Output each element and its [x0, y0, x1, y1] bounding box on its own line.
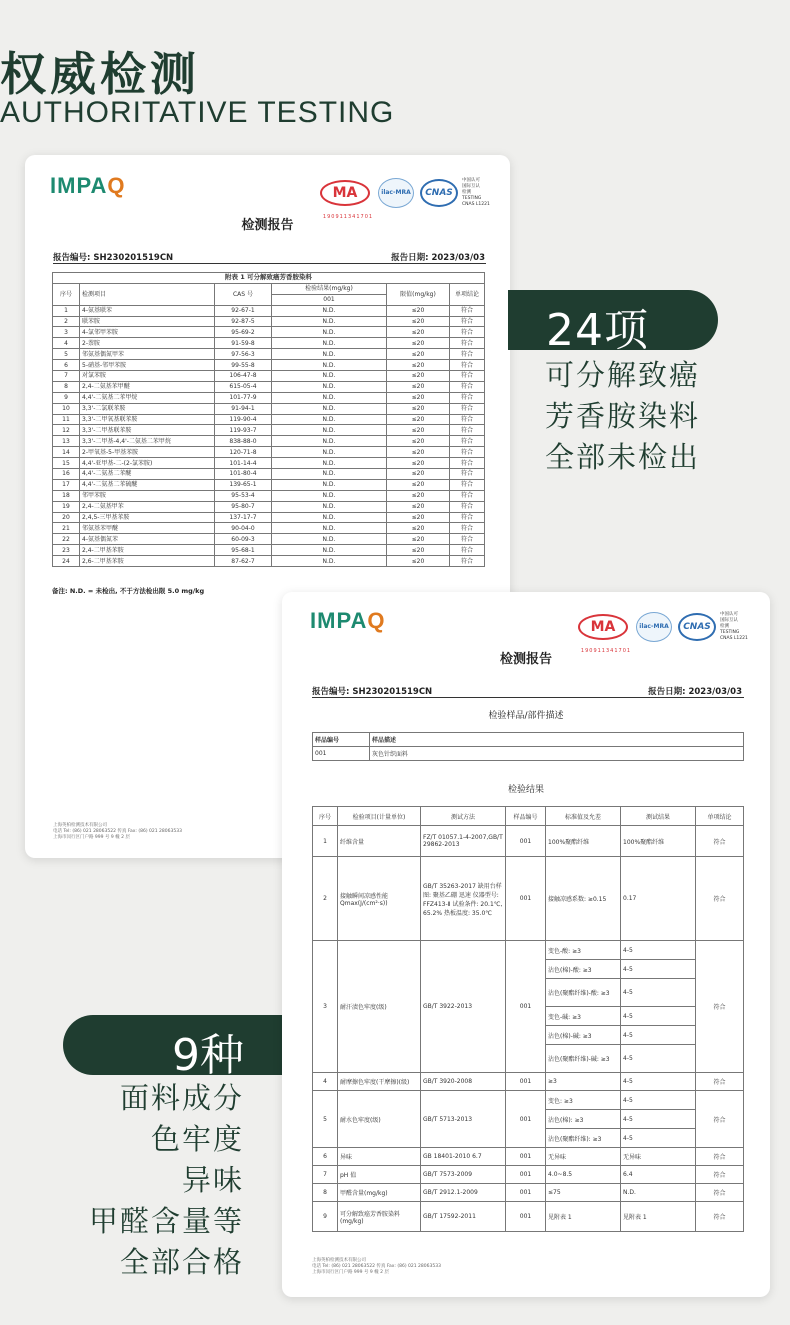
table-row: 8 2,4-二氨基苯甲醚 615-05-4 N.D. ≤20 符合 [53, 381, 485, 392]
table-row: 14 2-甲氧基-5-甲基苯胺 120-71-8 N.D. ≤20 符合 [53, 447, 485, 458]
cnas-text: 中国认可 国际互认 检测 TESTING CNAS L1221 [462, 178, 490, 207]
report-number: 报告编号: SH230201519CN [312, 687, 433, 697]
hero-subtitle: AUTHORITATIVE TESTING [0, 96, 395, 129]
table-row: 12 3,3'-二甲基联苯胺 119-93-7 N.D. ≤20 符合 [53, 425, 485, 436]
table-row: 5 邻氨基偶氮甲苯 97-56-3 N.D. ≤20 符合 [53, 349, 485, 360]
table-row: 22 4-氨基偶氮苯 60-09-3 N.D. ≤20 符合 [53, 534, 485, 545]
result-table: 序号 检验项目(计量单位) 测试方法 样品编号 标准值及允差 测试结果 单项结论 1 纤维含量 FZ/T 01057.1-4-2007,GB/T 29862-2013 001 100%聚酯纤维 100%聚酯纤维 符合 2 接触瞬间凉感性能Qmax(J/(cm²·s)) GB/T 35263-2017 缺用台样图: 聚基乙硼 迅速 仪器型号: FFZ413-Ⅱ 试验条件: 20.1℃, 65.2% 热板温度: 35.0℃ 001 接触凉感系数: ≥0.15 0.17 符合 3 耐汗渍色牢度(级) GB/T 3922-2013 001 变色-酸: ≥3 4-5 符合 沾色(棉)-酸: ≥3 4-5 沾色(聚酯纤维)-酸: ≥3 4-5 变色-碱: ≥3 4-5 沾色(棉)-碱: ≥3 4-5 沾色(聚酯纤维)-碱: ≥3 4-5 4 耐摩擦色牢度(干摩擦)(级) GB/T 3920-2008 001 ≥3 4-5 符合 5 耐水色牢度(级) GB/T 5713-2013 001 变色: ≥3 4-5 符合 沾色(棉): ≥3 4-5 沾色(聚酯纤维): ≥3 4-5 6 异味 GB 18401-2010 6.7 001 无异味 无异味 符合 7 pH 值 GB/T 7573-2009 001 4.0~8.5 6.4 符合 8 甲醛含量(mg/kg) GB/T 2912.1-2009 001 ≤75 N.D. 符合 9 可分解致癌芳香胺染料(mg/kg) GB/T 17592-2011 001 见附表 1 见附表 1 符合 [312, 806, 744, 1232]
table-row: 16 4,4'-二氨基二苯醚 101-80-4 N.D. ≤20 符合 [53, 469, 485, 480]
table-row: 2 联苯胺 92-87-5 N.D. ≤20 符合 [53, 316, 485, 327]
report-title: 检测报告 [241, 218, 294, 233]
impaq-logo: IMPAQ [50, 173, 126, 198]
table-row: 10 3,3'-二氯联苯胺 91-94-1 N.D. ≤20 符合 [53, 403, 485, 414]
report-footer: 上海英柏检测技术有限公司 电话 Tel: (86) 021 28063522 传真 Fax: (86) 021 28063533 上海市闵行区门户路 999 号 9 幢 2 层 [312, 1258, 441, 1275]
report-date: 报告日期: 2023/03/03 [391, 253, 485, 263]
sample-section-title: 检验样品/部件描述 [488, 711, 564, 721]
cnas-icon: CNAS [678, 613, 716, 641]
table-row: 20 2,4,5-三甲基苯胺 137-17-7 N.D. ≤20 符合 [53, 512, 485, 523]
result-section-title: 检验结果 [507, 785, 544, 795]
table-row: 1 4-氨基联苯 92-67-1 N.D. ≤20 符合 [53, 305, 485, 316]
table-row: 4 2-萘胺 91-59-8 N.D. ≤20 符合 [53, 338, 485, 349]
report-number: 报告编号: SH230201519CN [53, 253, 174, 263]
table-note: 备注: N.D. = 未检出, 不于方法检出限 5.0 mg/kg [52, 587, 205, 595]
report-footer: 上海英柏检测技术有限公司 电话 Tel: (86) 021 28063522 传真 Fax: (86) 021 28063533 上海市闵行区门户路 999 号 9 幢 2 层 [53, 823, 182, 840]
amine-table: 附表 1 可分解致癌芳香胺染料 序号 检测项目 CAS 号 检验结果(mg/kg) 限值(mg/kg) 单项结论 001 1 4-氨基联苯 92-67-1 N.D. ≤20 符合 2 联苯胺 92-87-5 N.D. ≤20 符合 3 4-氯邻甲苯胺 95-69-2 N.D. ≤20 符合 4 2-萘胺 91-59-8 N.D. ≤20 符合 5 邻氨基偶氮甲苯 97-56-3 N.D. ≤20 符合 6 5-硝基-邻甲苯胺 99-55-8 N.D. ≤20 符合 7 对氯苯胺 106-47-8 N.D. ≤20 符合 8 2,4-二氨基苯甲醚 615-05-4 N.D. ≤20 符合 9 4,4'-二氨基二苯甲烷 101-77-9 N.D. ≤20 符合 10 3,3'-二氯联苯胺 91-94-1 N.D. ≤20 符合 11 3,3'-二甲氧基联苯胺 119-90-4 N.D. ≤20 符合 12 3,3'-二甲基联苯胺 119-93-7 N.D. ≤20 符合 13 3,3'-二甲基-4,4'-二氨基二苯甲烷 838-88-0 N.D. ≤20 符合 14 2-甲氧基-5-甲基苯胺 120-71-8 N.D. ≤20 符合 15 4,4'-亚甲基-二-(2-氯苯胺) 101-14-4 N.D. ≤20 符合 16 4,4'-二氨基二苯醚 101-80-4 N.D. ≤20 符合 17 4,4'-二氨基二苯硫醚 139-65-1 N.D. ≤20 符合 18 邻甲苯胺 95-53-4 N.D. ≤20 符合 19 2,4-二氨基甲苯 95-80-7 N.D. ≤20 符合 20 2,4,5-三甲基苯胺 137-17-7 N.D. ≤20 符合 21 邻氨基苯甲醚 90-04-0 N.D. ≤20 符合 22 4-氨基偶氮苯 60-09-3 N.D. ≤20 符合 23 2,4-二甲基苯胺 95-68-1 N.D. ≤20 符合 24 2,6-二甲基苯胺 87-62-7 N.D. ≤20 符合 [52, 272, 485, 567]
report-title: 检测报告 [499, 652, 552, 667]
table-row: 17 4,4'-二氨基二苯硫醚 139-65-1 N.D. ≤20 符合 [53, 479, 485, 490]
report-date: 报告日期: 2023/03/03 [648, 687, 742, 697]
ma-mark-icon: MA 190911341701 [578, 614, 628, 640]
cnas-icon: CNAS [420, 179, 458, 207]
hero-title: 权威检测 [0, 47, 200, 101]
table-row: 18 邻甲苯胺 95-53-4 N.D. ≤20 符合 [53, 490, 485, 501]
cnas-text: 中国认可 国际互认 检测 TESTING CNAS L1221 [720, 612, 748, 641]
sample-table: 样品编号 样品描述 001 灰色针织面料 [312, 732, 744, 761]
ilac-mra-icon: ilac-MRA [636, 612, 672, 642]
table-caption: 附表 1 可分解致癌芳香胺染料 [53, 273, 485, 284]
table-row: 6 5-硝基-邻甲苯胺 99-55-8 N.D. ≤20 符合 [53, 360, 485, 371]
badge-24-items: 24项 [508, 290, 718, 350]
badge-9-kinds: 9种 [63, 1015, 282, 1075]
ma-mark-icon: MA 190911341701 [320, 180, 370, 206]
impaq-logo: IMPAQ [310, 608, 386, 633]
table-row: 23 2,4-二甲基苯胺 95-68-1 N.D. ≤20 符合 [53, 545, 485, 556]
table-row: 9 4,4'-二氨基二苯甲烷 101-77-9 N.D. ≤20 符合 [53, 392, 485, 403]
table-row: 7 对氯苯胺 106-47-8 N.D. ≤20 符合 [53, 371, 485, 382]
cert-marks [320, 178, 496, 220]
badge-24-description: 可分解致癌 芳香胺染料 全部未检出 [545, 358, 701, 474]
table-row: 15 4,4'-亚甲基-二-(2-氯苯胺) 101-14-4 N.D. ≤20 符合 [53, 458, 485, 469]
table-row: 19 2,4-二氨基甲苯 95-80-7 N.D. ≤20 符合 [53, 501, 485, 512]
cert-marks [578, 612, 754, 654]
ilac-mra-icon: ilac-MRA [378, 178, 414, 208]
badge-9-description: 面料成分 色牢度 异味 甲醛含量等 全部合格 [88, 1081, 244, 1279]
report-document-2 [282, 592, 770, 1297]
table-row: 21 邻氨基苯甲醚 90-04-0 N.D. ≤20 符合 [53, 523, 485, 534]
table-row: 13 3,3'-二甲基-4,4'-二氨基二苯甲烷 838-88-0 N.D. ≤20 符合 [53, 436, 485, 447]
table-row: 3 4-氯邻甲苯胺 95-69-2 N.D. ≤20 符合 [53, 327, 485, 338]
table-row: 11 3,3'-二甲氧基联苯胺 119-90-4 N.D. ≤20 符合 [53, 414, 485, 425]
table-row: 24 2,6-二甲基苯胺 87-62-7 N.D. ≤20 符合 [53, 556, 485, 567]
